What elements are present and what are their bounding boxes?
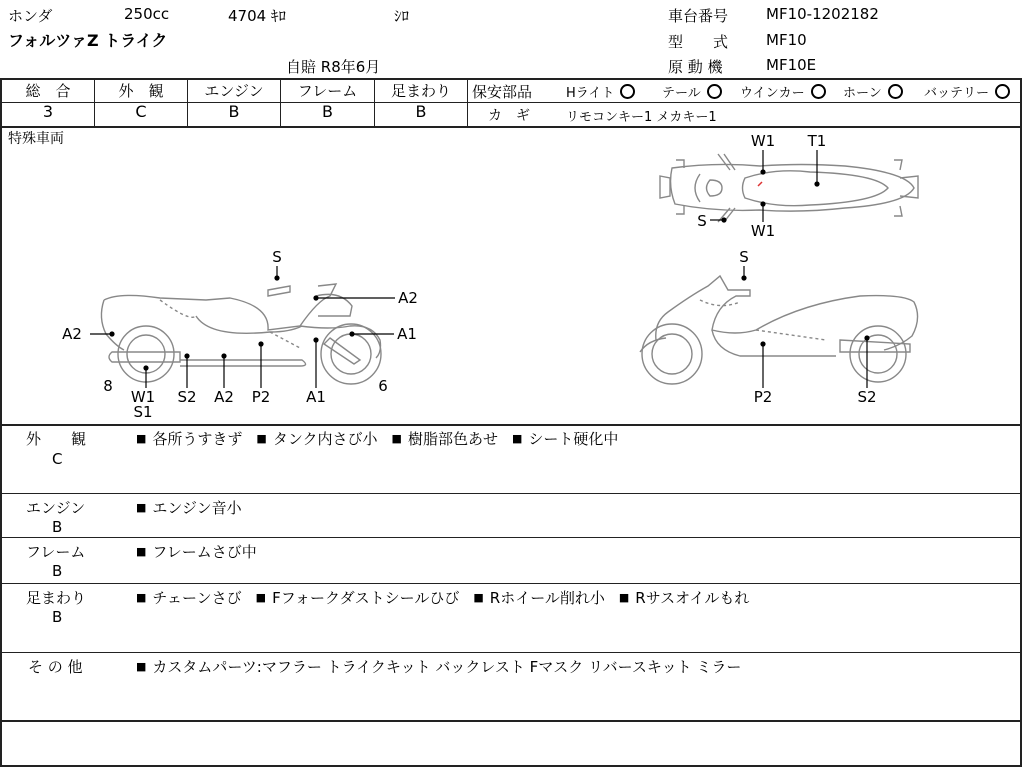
remark-item [392, 430, 498, 448]
grade-total-label: 総 合 [25, 82, 71, 100]
square-bullet-icon: ■ [391, 432, 402, 445]
square-bullet-icon: ■ [136, 432, 147, 445]
right-view-scooter [640, 276, 918, 384]
maker: ホンダ [8, 7, 53, 25]
safety-battery-label: バッテリー [924, 86, 990, 101]
remarks-suspension-items [136, 587, 763, 608]
displacement: 250cc [124, 5, 170, 23]
remark-item-text: Fフォークダストシールひび [272, 589, 460, 607]
remark-item-text: フレームさび中 [152, 543, 257, 561]
color: ｼﾛ [394, 7, 410, 25]
square-bullet-icon: ■ [255, 591, 267, 604]
damage-mark [758, 182, 762, 186]
damage-diagram [0, 126, 1022, 424]
diagram-label: S1 [133, 403, 153, 421]
remarks-exterior-grade: C [52, 450, 63, 468]
frame-number-label: 車台番号 [668, 7, 729, 25]
remark-item-text: 各所うすきず [152, 430, 243, 448]
safety-winker [740, 82, 826, 101]
safety-taillight-label: テール [662, 86, 701, 101]
remark-item [136, 499, 242, 517]
remark-item-text: シート硬化中 [528, 430, 619, 448]
ok-mark-icon [620, 84, 635, 99]
insurance: 自賠 R8年6月 [286, 58, 381, 76]
type-label: 型 式 [668, 33, 729, 51]
divider [0, 424, 1022, 426]
diagram-label: T1 [807, 132, 827, 150]
remark-item [473, 589, 605, 607]
square-bullet-icon: ■ [136, 545, 147, 558]
safety-horn-label: ホーン [843, 86, 882, 101]
safety-headlight [566, 82, 635, 101]
special-vehicle-label: 特殊車両 [8, 131, 64, 147]
ok-mark-icon [707, 84, 722, 99]
diagram-label: P2 [251, 388, 271, 406]
remark-item [256, 430, 377, 448]
grade-engine-value: B [228, 102, 240, 121]
remarks-other-text: カスタムパーツ:マフラー トライクキット バックレスト Fマスク リバースキット ミラー [152, 658, 742, 676]
square-bullet-icon: ■ [618, 591, 630, 604]
diagram-label: W1 [750, 222, 776, 240]
remarks-suspension-grade: B [52, 608, 63, 626]
diagram-label: A1 [306, 388, 326, 406]
grade-exterior-value: C [135, 102, 147, 121]
diagram-label: S [272, 248, 282, 266]
divider [467, 78, 468, 126]
engine-model-value: MF10E [766, 56, 817, 74]
diagram-label: A2 [62, 325, 82, 343]
grade-total-value: 3 [42, 102, 54, 121]
safety-taillight [662, 82, 722, 101]
remarks-engine-items [136, 497, 256, 518]
left-view-scooter [101, 284, 381, 384]
grade-suspension-value: B [415, 102, 427, 121]
mileage: 4704 ｷﾛ [228, 7, 286, 25]
grade-suspension-label: 足まわり [390, 82, 451, 100]
diagram-label: A2 [398, 289, 418, 307]
remark-item-text: チェーンさび [152, 589, 242, 607]
remarks-frame-grade: B [52, 562, 63, 580]
diagram-label: A1 [397, 325, 417, 343]
remark-item-text: 樹脂部色あせ [407, 430, 498, 448]
key-label: カ ギ [488, 108, 530, 124]
grade-frame-label: フレーム [297, 82, 358, 100]
engine-model-label: 原 動 機 [668, 58, 723, 76]
diagram-label: 6 [378, 377, 388, 395]
remarks-other-label: そ の 他 [28, 658, 83, 676]
remark-item [136, 589, 242, 607]
square-bullet-icon: ■ [136, 660, 147, 673]
remarks-engine-label: エンジン [26, 499, 86, 517]
key-value: リモコンキー1 メカキー1 [566, 110, 717, 125]
ok-mark-icon [995, 84, 1010, 99]
remarks-suspension-label: 足まわり [26, 589, 87, 607]
square-bullet-icon: ■ [473, 591, 484, 604]
remark-item [256, 589, 460, 607]
divider [467, 102, 1022, 103]
grade-exterior-label: 外 観 [118, 82, 164, 100]
remarks-other [136, 656, 741, 677]
divider [0, 493, 1022, 494]
diagram-label: S [697, 212, 707, 230]
divider [0, 720, 1022, 722]
safety-headlight-label: Hライト [566, 86, 615, 101]
remarks-exterior-label: 外 観 [26, 430, 87, 448]
ok-mark-icon [811, 84, 826, 99]
square-bullet-icon: ■ [136, 501, 147, 514]
diagram-label: S [739, 248, 749, 266]
divider [0, 583, 1022, 584]
grade-frame-value: B [322, 102, 333, 121]
diagram-label: S2 [177, 388, 197, 406]
diagram-label: A2 [214, 388, 234, 406]
remark-item [512, 430, 618, 448]
ok-mark-icon [888, 84, 903, 99]
square-bullet-icon: ■ [256, 432, 267, 445]
remark-item-text: Rサスオイルもれ [635, 589, 750, 607]
type-value: MF10 [766, 31, 807, 49]
remark-item-text: Rホイール削れ小 [489, 589, 605, 607]
safety-battery [924, 82, 1010, 101]
divider [0, 652, 1022, 653]
diagram-label: S2 [857, 388, 877, 406]
remark-item-text: エンジン音小 [152, 499, 242, 517]
frame-number: MF10-1202182 [766, 5, 879, 23]
square-bullet-icon: ■ [511, 432, 523, 445]
remark-item-text: タンク内さび小 [272, 430, 378, 448]
remarks-frame-label: フレーム [26, 543, 86, 561]
diagram-label: W1 [130, 388, 156, 406]
safety-horn [843, 82, 903, 101]
remark-item [136, 430, 242, 448]
diagram-label: 8 [103, 377, 113, 395]
divider [0, 537, 1022, 538]
grade-engine-label: エンジン [204, 82, 264, 100]
model-name: フォルツァZ トライク [8, 31, 168, 50]
safety-winker-label: ウインカー [740, 86, 805, 101]
remarks-exterior-items [136, 428, 632, 449]
square-bullet-icon: ■ [136, 591, 147, 604]
remark-item [136, 543, 257, 561]
remarks-engine-grade: B [52, 518, 63, 536]
remarks-frame-items [136, 541, 271, 562]
remark-item [619, 589, 749, 607]
diagram-label: W1 [750, 132, 776, 150]
diagram-label: P2 [753, 388, 773, 406]
safety-label: 保安部品 [472, 83, 533, 101]
